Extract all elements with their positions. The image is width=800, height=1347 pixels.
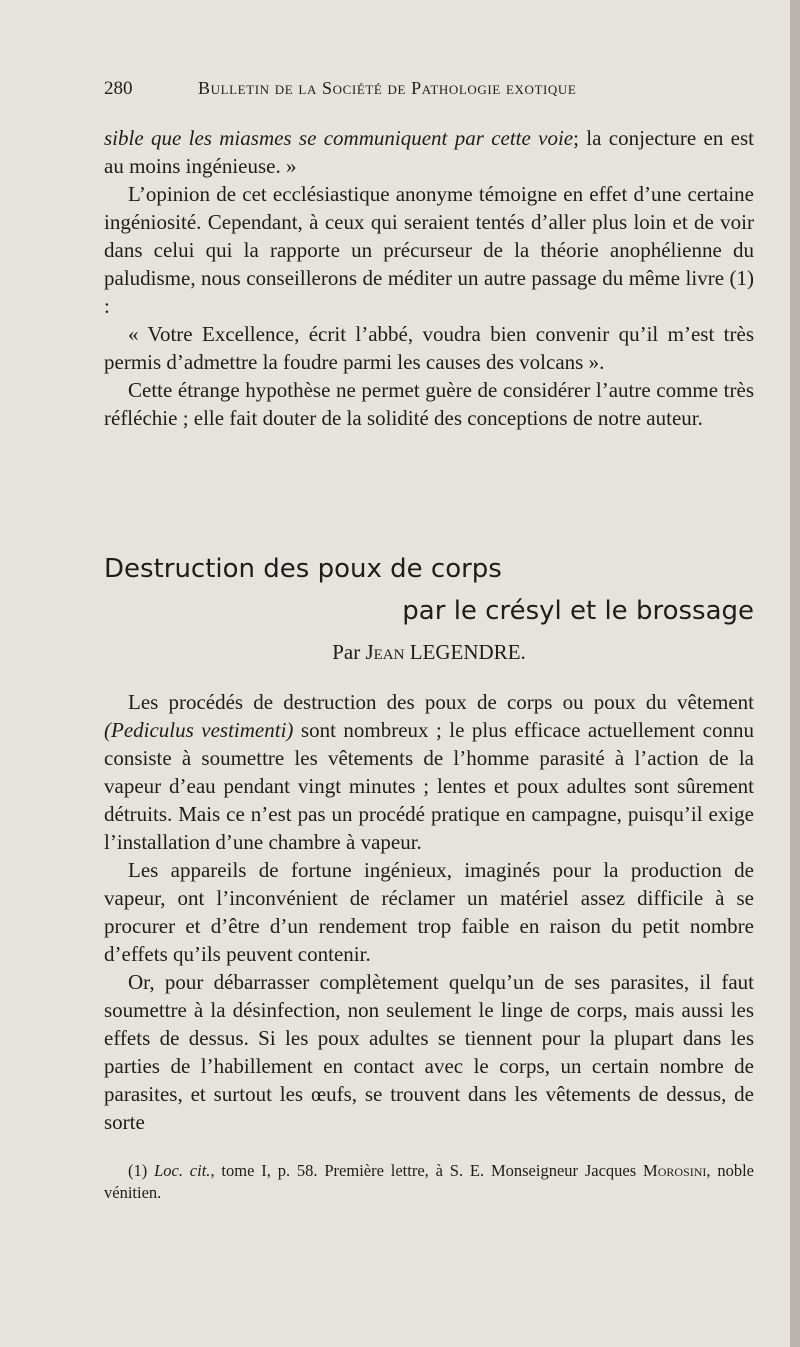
article-title: [104, 548, 754, 632]
footnote-italic: Loc. cit.: [154, 1161, 211, 1180]
paragraph: « Votre Excellence, écrit l’abbé, voudra bien convenir qu’il m’est très permis d’admettre la foudre parmi les causes des volcans ».: [104, 322, 754, 374]
author-last-name: LEGENDRE.: [409, 640, 526, 664]
footnote-author: Morosini: [643, 1161, 707, 1180]
page-edge: [790, 0, 800, 1347]
article-body: [104, 688, 754, 1136]
paragraph: [104, 688, 754, 856]
article-title-line-1: Destruction des poux de corps: [104, 554, 502, 584]
footnote-marker: (1): [128, 1161, 148, 1180]
italic-text: (Pediculus vestimenti): [104, 718, 294, 742]
italic-text: sible que les miasmes se communiquent par cette voie: [104, 126, 574, 150]
byline-prefix: Par: [332, 640, 361, 664]
paragraph-text: Les procédés de destruction des poux de corps ou poux du vêtement: [128, 690, 754, 714]
paragraph: Cette étrange hypothèse ne permet guère de considérer l’autre comme très réfléchie ; elle fait douter de la solidité des conceptions de notre auteur.: [104, 378, 754, 430]
page-header: [104, 78, 754, 106]
footnote-text: , tome I, p. 58. Première lettre, à S. E. Monseigneur Jacques: [210, 1161, 637, 1180]
paragraph: L’opinion de cet ecclésiastique anonyme témoigne en effet d’une certaine ingéniosité. Cependant, à ceux qui seraient tentés d’aller plus loin et de voir dans celui qui la rapporte un précurseur de la théorie anophélienne du paludisme, nous conseillerons de méditer un autre passage du même livre (1) :: [104, 182, 754, 318]
author-byline: [104, 640, 754, 665]
author-first-name: Jean: [365, 640, 405, 664]
page-number: 280: [104, 78, 133, 99]
paragraph-text: sont nombreux ; le plus efficace actuellement connu consiste à soumettre les vêtements de l’homme parasité à l’action de la vapeur d’eau pendant vingt minutes ; lentes et poux adultes sont sûrement détruits. Mais ce n’est pas un procédé pratique en campagne, puisqu’il exige l’installation d’une chambre à vapeur.: [104, 718, 755, 854]
paragraph-text: ; la conjecture en est au moins ingénieuse. »: [104, 126, 754, 178]
footnote-text-end: , noble vénitien.: [104, 1161, 754, 1202]
running-title: Bulletin de la Société de Pathologie exotique: [198, 78, 577, 98]
paragraph: Les appareils de fortune ingénieux, imaginés pour la production de vapeur, ont l’inconvénient de réclamer un matériel assez difficile à se procurer et d’être d’un rendement trop faible en raison du petit nombre d’effets qu’ils peuvent contenir.: [104, 858, 754, 966]
footnote: [104, 1160, 754, 1204]
paragraph: [104, 124, 754, 180]
article-title-line-2: par le crésyl et le brossage: [402, 596, 754, 626]
continued-text: [104, 124, 754, 432]
paragraph: Or, pour débarrasser complètement quelqu’un de ses parasites, il faut soumettre à la désinfection, non seulement le linge de corps, mais aussi les effets de dessus. Si les poux adultes se tiennent pour la plupart dans les parties de l’habillement en contact avec le corps, un certain nombre de parasites, et surtout les œufs, se trouvent dans les vêtements de dessus, de sorte: [104, 970, 754, 1134]
